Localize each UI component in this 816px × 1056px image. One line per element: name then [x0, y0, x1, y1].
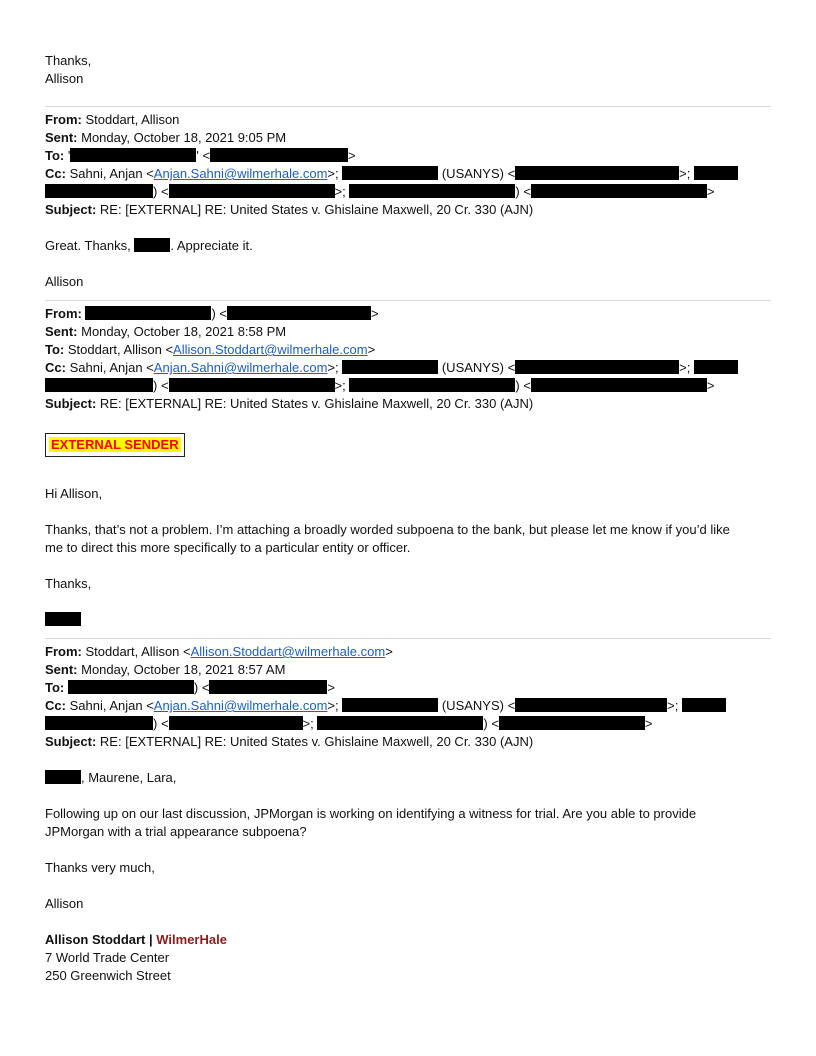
sent-label: Sent: — [45, 130, 78, 145]
subject-value: RE: [EXTERNAL] RE: United States v. Ghislaine Maxwell, 20 Cr. 330 (AJN) — [99, 202, 534, 217]
redaction — [45, 770, 81, 784]
email2-body-line1: Thanks, that’s not a problem. I’m attaching a broadly worded subpoena to the bank, but please let me know if you’d like — [45, 522, 730, 537]
email1-cc-cont: ) < >; ) < > — [45, 183, 771, 201]
email3-closing: Thanks very much, — [45, 860, 155, 875]
redaction — [515, 698, 667, 712]
redaction — [227, 306, 371, 320]
redaction — [349, 378, 515, 392]
email3-body-line1: Following up on our last discussion, JPMorgan is working on identifying a witness for trial. Are you able to provide — [45, 806, 697, 821]
redaction — [169, 716, 303, 730]
cc-email-link[interactable]: Anjan.Sahni@wilmerhale.com — [153, 698, 328, 713]
email2-cc: Cc: Sahni, Anjan <Anjan.Sahni@wilmerhale.com>; (USANYS) < >; — [45, 359, 771, 377]
to-label: To: — [45, 342, 65, 357]
signature-line: Allison Stoddart | WilmerHale — [45, 932, 227, 947]
email-thread — [45, 52, 771, 985]
to-email-link[interactable]: Allison.Stoddart@wilmerhale.com — [173, 342, 368, 357]
email2-to: To: Stoddart, Allison <Allison.Stoddart@wilmerhale.com> — [45, 342, 376, 357]
signature-name: Allison Stoddart — [45, 932, 146, 947]
cc-label: Cc: — [45, 698, 66, 713]
email1-subject — [45, 201, 771, 219]
email2-subject — [45, 395, 771, 413]
opening-name: Allison — [45, 71, 84, 86]
cc-usanys: (USANYS) < — [438, 698, 516, 713]
cc-name: Sahni, Anjan — [69, 166, 147, 181]
redaction — [169, 184, 335, 198]
redaction — [134, 238, 170, 252]
sent-value: Monday, October 18, 2021 9:05 PM — [81, 130, 287, 145]
redaction — [45, 184, 153, 198]
sent-value: Monday, October 18, 2021 8:58 PM — [81, 324, 287, 339]
redaction — [70, 148, 196, 162]
from-email-link[interactable]: Allison.Stoddart@wilmerhale.com — [190, 644, 386, 659]
redaction — [342, 360, 438, 374]
to-label: To: — [45, 680, 65, 695]
redaction — [342, 698, 438, 712]
redaction — [515, 360, 679, 374]
email2-body-line2: me to direct this more specifically to a particular entity or officer. — [45, 540, 411, 555]
cc-email-link[interactable]: Anjan.Sahni@wilmerhale.com — [153, 360, 328, 375]
cc-name: Sahni, Anjan — [69, 698, 147, 713]
redaction — [694, 166, 738, 180]
subject-label: Subject: — [45, 396, 97, 411]
redaction — [531, 378, 707, 392]
signature-address1: 7 World Trade Center — [45, 950, 170, 965]
email3-subject — [45, 733, 771, 751]
email3-greeting: , Maurene, Lara, — [45, 769, 771, 787]
external-sender-row — [45, 431, 771, 467]
from-label: From: — [45, 644, 82, 659]
redaction — [499, 716, 645, 730]
redaction — [209, 680, 327, 694]
email2-signoff — [45, 611, 771, 629]
external-sender-badge: EXTERNAL SENDER — [45, 433, 185, 457]
subject-value: RE: [EXTERNAL] RE: United States v. Ghislaine Maxwell, 20 Cr. 330 (AJN) — [99, 396, 534, 411]
subject-label: Subject: — [45, 202, 97, 217]
redaction — [169, 378, 335, 392]
signature-firm: WilmerHale — [156, 932, 227, 947]
email1-sent — [45, 129, 771, 147]
email3-signoff: Allison — [45, 896, 84, 911]
redaction — [68, 680, 194, 694]
email2-from: From: ) < > — [45, 306, 379, 321]
email2-sent — [45, 323, 771, 341]
redaction — [45, 378, 153, 392]
to-label: To: — [45, 148, 65, 163]
email1-from — [45, 111, 771, 129]
redaction — [694, 360, 738, 374]
redaction — [515, 166, 679, 180]
signature-address2: 250 Greenwich Street — [45, 968, 171, 983]
to-name: Stoddart, Allison — [67, 342, 166, 357]
email1-cc: Cc: Sahni, Anjan <Anjan.Sahni@wilmerhale.com>; (USANYS) < >; — [45, 165, 771, 183]
email1-signoff: Allison — [45, 274, 84, 289]
email3-sent — [45, 661, 771, 679]
sent-value: Monday, October 18, 2021 8:57 AM — [81, 662, 286, 677]
redaction — [682, 698, 726, 712]
email1-to: To: ' ' < > — [45, 148, 356, 163]
separator — [45, 300, 771, 301]
sent-label: Sent: — [45, 662, 78, 677]
redaction — [317, 716, 483, 730]
cc-usanys: (USANYS) < — [438, 166, 516, 181]
email3-body-line2: JPMorgan with a trial appearance subpoena? — [45, 824, 307, 839]
email3-to: To: ) < > — [45, 680, 336, 695]
from-label: From: — [45, 306, 82, 321]
email2-greeting: Hi Allison, — [45, 486, 103, 501]
separator — [45, 638, 771, 639]
cc-name: Sahni, Anjan — [69, 360, 147, 375]
subject-label: Subject: — [45, 734, 97, 749]
email2-cc-cont: ) < >; ) < > — [45, 377, 771, 395]
redaction — [342, 166, 438, 180]
email3-cc: Cc: Sahni, Anjan <Anjan.Sahni@wilmerhale.com>; (USANYS) < >; — [45, 697, 771, 715]
redaction — [349, 184, 515, 198]
email3-from: From: Stoddart, Allison <Allison.Stoddart@wilmerhale.com> — [45, 644, 393, 659]
sent-label: Sent: — [45, 324, 78, 339]
email1-body: Great. Thanks, . Appreciate it. — [45, 238, 253, 253]
email2-closing: Thanks, — [45, 576, 92, 591]
separator — [45, 106, 771, 107]
redaction — [210, 148, 348, 162]
redaction — [531, 184, 707, 198]
cc-label: Cc: — [45, 360, 66, 375]
cc-label: Cc: — [45, 166, 66, 181]
subject-value: RE: [EXTERNAL] RE: United States v. Ghislaine Maxwell, 20 Cr. 330 (AJN) — [99, 734, 534, 749]
redaction — [45, 612, 81, 626]
from-label: From: — [45, 112, 82, 127]
redaction — [45, 716, 153, 730]
email3-cc-cont: ) < >; ) < > — [45, 715, 771, 733]
from-name: Stoddart, Allison — [85, 644, 184, 659]
opening-thanks: Thanks, — [45, 53, 92, 68]
cc-email-link[interactable]: Anjan.Sahni@wilmerhale.com — [153, 166, 328, 181]
cc-usanys: (USANYS) < — [438, 360, 516, 375]
redaction — [85, 306, 211, 320]
from-value: Stoddart, Allison — [85, 112, 180, 127]
